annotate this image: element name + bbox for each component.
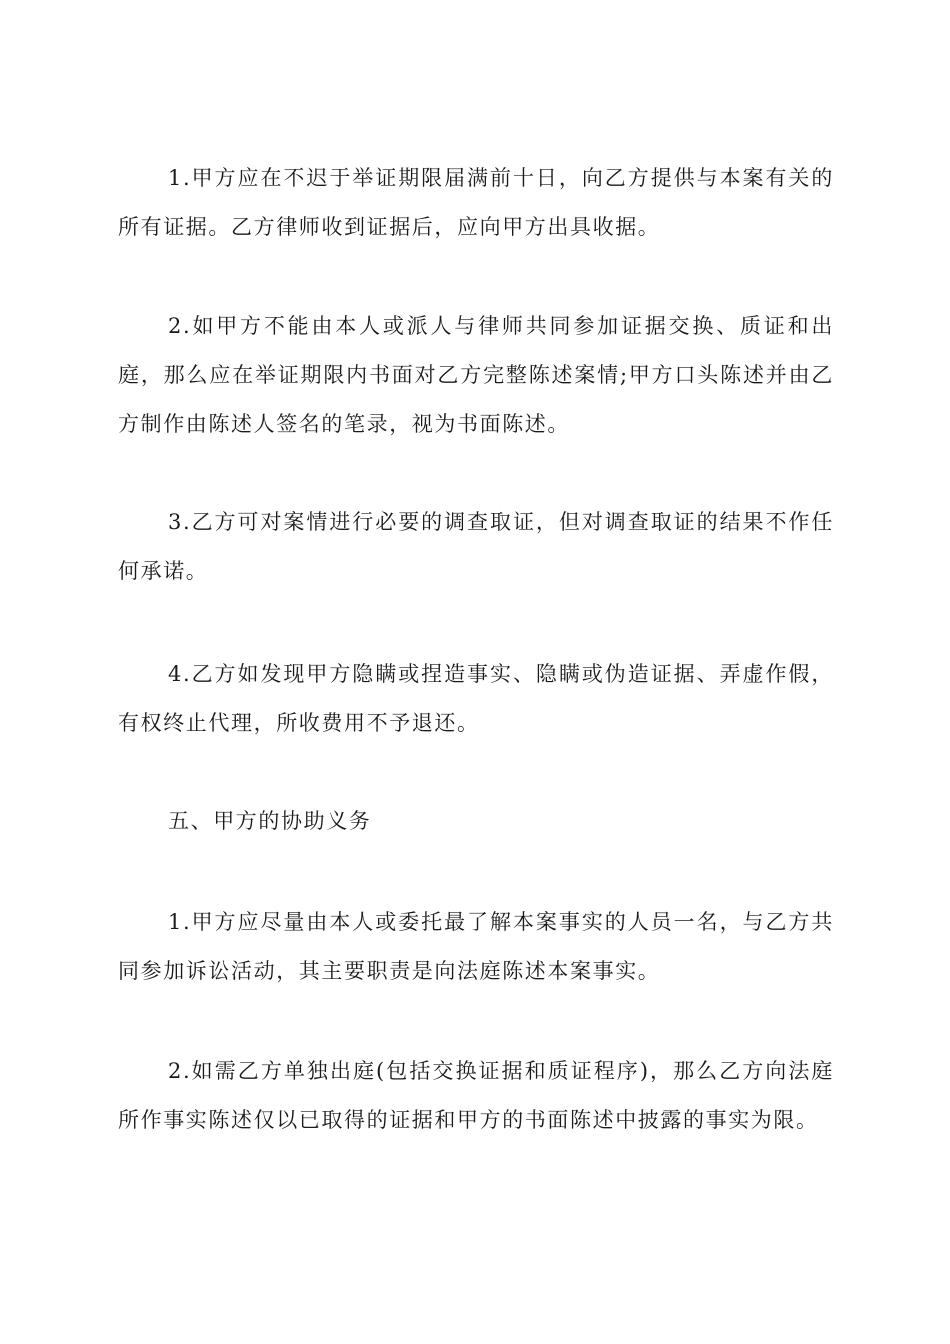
duty-paragraph-2: 2.如需乙方单独出庭(包括交换证据和质证程序)，那么乙方向法庭所作事实陈述仅以已取得的证据和甲方的书面陈述中披露的事实为限。 (118, 1059, 834, 1132)
duty-paragraph-1: 1.甲方应尽量由本人或委托最了解本案事实的人员一名，与乙方共同参加诉讼活动，其主要职责是向法庭陈述本案事实。 (118, 910, 834, 983)
clause-paragraph-3: 3.乙方可对案情进行必要的调查取证，但对调查取证的结果不作任何承诺。 (118, 510, 834, 583)
clause-paragraph-1: 1.甲方应在不迟于举证期限届满前十日，向乙方提供与本案有关的所有证据。乙方律师收到证据后，应向甲方出具收据。 (118, 166, 834, 239)
clause-paragraph-2: 2.如甲方不能由本人或派人与律师共同参加证据交换、质证和出庭，那么应在举证期限内书面对乙方完整陈述案情;甲方口头陈述并由乙方制作由陈述人签名的笔录，视为书面陈述。 (118, 314, 834, 436)
clause-paragraph-4: 4.乙方如发现甲方隐瞒或捏造事实、隐瞒或伪造证据、弄虚作假，有权终止代理，所收费用不予退还。 (118, 662, 834, 735)
section-heading: 五、甲方的协助义务 (168, 809, 372, 833)
